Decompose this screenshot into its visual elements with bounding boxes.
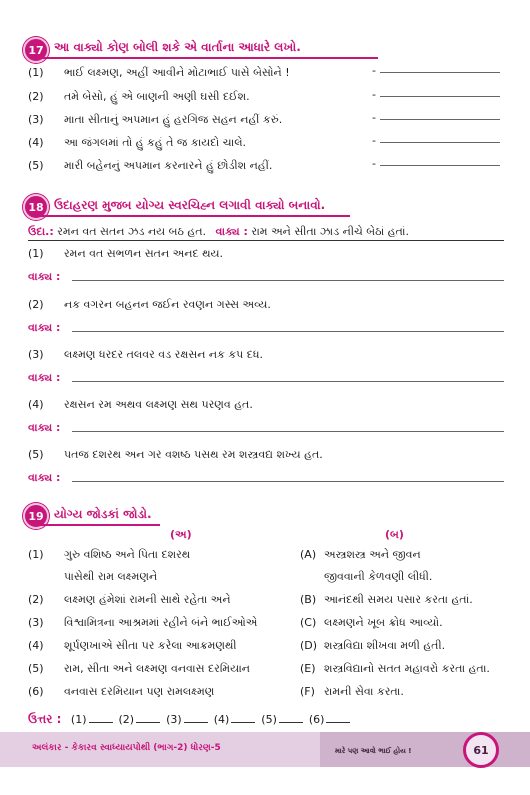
- q18-item-text: લક્ષ્મણ ધરદર તલવર વડ રક્ષસન નક કપ દધ.: [64, 348, 264, 361]
- q18-answer-line[interactable]: [72, 481, 504, 482]
- answer-slot-number: (5): [261, 713, 277, 726]
- answer-dash: -: [372, 134, 376, 147]
- answer-slot[interactable]: [71, 712, 113, 727]
- q18-answer-line[interactable]: [72, 280, 504, 281]
- answer-slot[interactable]: [261, 712, 303, 727]
- answer-slot-line[interactable]: [231, 712, 255, 723]
- answer-slot-line[interactable]: [136, 712, 160, 723]
- col-b-item-text: આનંદથી સમય પસાર કરતા હતાં.: [324, 593, 473, 606]
- q18-item-number: (3): [28, 348, 44, 361]
- q17-item-number: (5): [28, 159, 44, 172]
- col-b-item-text: જીવવાની કેળવણી લીધી.: [324, 570, 433, 583]
- question-17-title: આ વાક્યો કોણ બોલી શકે એ વાર્તાના આધારે લખો.: [54, 40, 301, 54]
- col-b-item-letter: (C): [300, 616, 317, 629]
- answer-slot-line[interactable]: [184, 712, 208, 723]
- answer-slot-number: (2): [118, 713, 135, 726]
- answer-slot-line[interactable]: [279, 712, 303, 723]
- col-a-item-number: (6): [28, 685, 44, 698]
- col-b-item-text: અસ્ત્રશસ્ત્ર અને જીવન: [324, 548, 421, 561]
- q18-sentence-label: વાક્ય :: [28, 371, 61, 384]
- col-a-item-text: વનવાસ દરમિયાન પણ રામલક્ષ્મણ: [64, 685, 215, 698]
- answer-slot-line[interactable]: [326, 712, 350, 723]
- q17-item-text: તમે બેસો, હું એ બાણની અણી ઘસી દઈશ.: [64, 90, 250, 103]
- example-label: ઉદા.:: [28, 225, 54, 238]
- q17-item-number: (4): [28, 136, 44, 149]
- col-a-item-text: લક્ષ્મણ હંમેશાં રામની સાથે રહેતા અને: [64, 593, 231, 606]
- col-b-item-letter: (E): [300, 662, 316, 675]
- q17-item-number: (3): [28, 113, 44, 126]
- col-a-item-number: (5): [28, 662, 44, 675]
- col-b-item-text: લક્ષ્મણને ખૂબ ક્રોધ આવ્યો.: [324, 616, 443, 629]
- page-number: 61: [463, 732, 499, 768]
- question-17-underline: [38, 57, 378, 59]
- answer-dash: -: [372, 88, 376, 101]
- q18-item-text: રમન વત સભળન સતન અનદ થય.: [64, 247, 224, 260]
- q18-item-number: (5): [28, 448, 44, 461]
- col-a-item-text: વિશ્વામિત્રના આશ્રમમાં રહીને બંને ભાઈઓએ: [64, 616, 258, 629]
- answer-slot-number: (3): [166, 713, 182, 726]
- answer-dash: -: [372, 64, 376, 77]
- q18-item-number: (1): [28, 247, 44, 260]
- q17-item-text: મારી બહેનનું અપમાન કરનારને હું છોડીશ નહીં.: [64, 159, 273, 172]
- q18-sentence-label: વાક્ય :: [28, 471, 61, 484]
- example-row: [28, 225, 409, 239]
- question-number-18: 18: [23, 194, 49, 220]
- col-b-item-letter: (F): [300, 685, 315, 698]
- footer-book-title: અલંકાર - કેકારવ સ્વાધ્યાયપોથી (ભાગ-2) ધોરણ-5: [32, 743, 221, 753]
- answer-label: ઉત્તર :: [28, 712, 62, 726]
- answer-slot-number: (1): [70, 713, 87, 726]
- q18-item-number: (4): [28, 398, 44, 411]
- answer-slot-line[interactable]: [89, 712, 113, 723]
- q17-answer-line[interactable]: [380, 142, 500, 143]
- example-sentence-label: વાક્ય :: [215, 225, 248, 238]
- col-b-item-text: રામની સેવા કરતા.: [324, 685, 404, 698]
- question-19-underline: [38, 524, 160, 526]
- col-b-item-letter: (D): [300, 639, 318, 652]
- column-b-heading: (બ): [385, 528, 404, 541]
- q18-sentence-label: વાક્ય :: [28, 270, 61, 283]
- example-answer: રામ અને સીતા ઝાડ નીચે બેઠાં હતાં.: [251, 225, 409, 238]
- q17-answer-line[interactable]: [380, 72, 500, 73]
- question-number-19: 19: [23, 503, 49, 529]
- q17-answer-line[interactable]: [380, 165, 500, 166]
- answer-slot[interactable]: [166, 712, 208, 727]
- col-a-item-text: ગુરુ વશિષ્ઠ અને પિતા દશરથ: [64, 548, 191, 561]
- q17-item-text: આ જંગલમાં તો હું કહું તે જ કાયદો ચાલે.: [64, 136, 247, 149]
- example-answer-line: [28, 240, 504, 241]
- q17-item-number: (1): [28, 66, 44, 79]
- column-a-heading: (અ): [170, 528, 192, 541]
- q18-item-text: નક વગરન બહનન જઈન રવણન ગસ્સ અવ્ય.: [64, 298, 271, 311]
- col-a-item-number: (3): [28, 616, 44, 629]
- col-a-item-number: (2): [28, 593, 44, 606]
- q18-sentence-label: વાક્ય :: [28, 421, 61, 434]
- answer-slot-number: (4): [213, 713, 230, 726]
- example-text: રમન વત સતન ઝડ નય બઠ હત.: [57, 225, 207, 238]
- col-b-item-text: શસ્ત્રવિદ્યાનો સતત મહાવરો કરતા હતા.: [324, 662, 490, 675]
- col-a-item-number: (1): [28, 548, 44, 561]
- question-18-underline: [38, 215, 350, 217]
- col-b-item-letter: (A): [300, 548, 317, 561]
- q18-sentence-label: વાક્ય :: [28, 321, 61, 334]
- q17-answer-line[interactable]: [380, 119, 500, 120]
- footer-chapter-title: મારે પણ આવો ભાઈ હોય !: [335, 747, 412, 755]
- answer-slot[interactable]: [214, 712, 256, 727]
- q17-item-text: ભાઈ લક્ષ્મણ, અહીં આવીને મોટાભાઈ પાસે બેસોને !: [64, 66, 290, 79]
- answer-row: [28, 712, 350, 727]
- q18-answer-line[interactable]: [72, 381, 504, 382]
- q18-item-text: રક્ષસન રમ અથવ લક્ષ્મણ સથ પરણવ હત.: [64, 398, 253, 411]
- answer-dash: -: [372, 111, 376, 124]
- answer-slot[interactable]: [119, 712, 161, 727]
- q18-item-number: (2): [28, 298, 44, 311]
- col-b-item-letter: (B): [300, 593, 317, 606]
- col-a-item-text: રામ, સીતા અને લક્ષ્મણ વનવાસ દરમિયાન: [64, 662, 250, 675]
- col-b-item-text: શસ્ત્રવિદ્યા શીખવા મળી હતી.: [324, 639, 446, 652]
- q18-answer-line[interactable]: [72, 431, 504, 432]
- col-a-item-number: (4): [28, 639, 44, 652]
- answer-slot-number: (6): [308, 713, 325, 726]
- q18-answer-line[interactable]: [72, 331, 504, 332]
- q17-item-text: માતા સીતાનું અપમાન હું હરગિજ સહન નહીં કરું.: [64, 113, 283, 126]
- answer-slot[interactable]: [309, 712, 351, 727]
- q18-item-text: પતજ દશરથ અન ગર વશષ્ઠ પસથ રમ શસ્ત્રવદ્ય શખ્ય હત.: [64, 448, 323, 461]
- question-18-title: ઉદાહરણ મુજબ યોગ્ય સ્વરચિહ્ન લગાવી વાક્યો બનાવો.: [54, 198, 326, 212]
- col-a-item-text: શૂર્પણખાએ સીતા પર કરેલા આક્રમણથી: [64, 639, 237, 652]
- q17-item-number: (2): [28, 90, 44, 103]
- q17-answer-line[interactable]: [380, 96, 500, 97]
- answer-dash: -: [372, 157, 376, 170]
- question-19-title: યોગ્ય જોડકાં જોડો.: [54, 507, 152, 521]
- question-number-17: 17: [23, 37, 49, 63]
- col-a-item-text: પાસેથી રામ લક્ષ્મણને: [64, 570, 158, 583]
